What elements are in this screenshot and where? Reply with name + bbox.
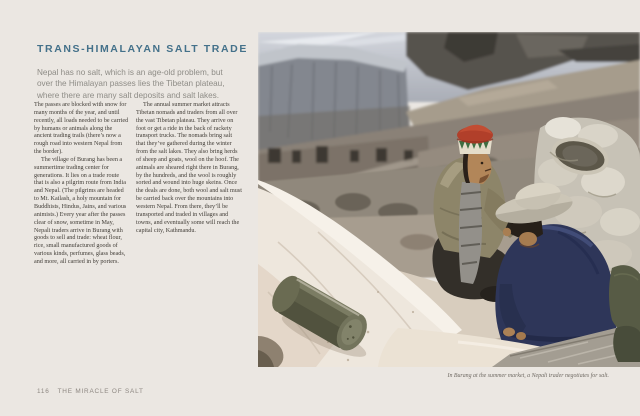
- page-number: 116: [37, 388, 50, 395]
- dark-sacks: [609, 265, 640, 362]
- photo-salt-market: [258, 32, 640, 367]
- body-paragraph: The village of Burang has been a summertime trading center for generations. It lies on a trade route that is also a pilgrim route from India and Nepal. (The pilgrims are headed to Mt. Kailash, a holy mountain for Buddhists, Hindus, Jains, and various animists.) Every year after the passes clear of snow, sometime in May, Nepali traders arrive in Burang with goods to sell and trade: wheat flour, rice, small manufactured goods of various kinds, perfumes, glass beads, and more, all carried in by porters.: [34, 156, 127, 265]
- photo-illustration: [258, 32, 640, 367]
- body-paragraph: The passes are blocked with snow for many months of the year, and until recently, all loads needed to be carried by humans or animals along the ancient trading trails (there’s now a rough road into western Nepal from the border).: [34, 102, 129, 156]
- kinnauri-cap: [457, 125, 493, 154]
- body-paragraph: The annual summer market attracts Tibetan nomads and traders from all over the vast Tibetan plateau. They arrive on foot or get a ride in the back of rackety transport trucks. The nomads bring salt that they’ve gathered during the winter from the salt lakes. They also bring herds of sheep and goats, wool on the hoof. The animals are sheared right there in Burang, by the hundreds, and the wool is roughly sorted and wound into huge skeins. Once the deals are done, both wool and salt must be carried back over the mountains into western Nepal. From there, they’ll be transported and traded in villages and towns, and eventually some will reach the capital city, Kathmandu.: [136, 102, 242, 234]
- book-title: THE MIRACLE OF SALT: [57, 388, 144, 395]
- text-column-2: [136, 102, 242, 235]
- page-title: TRANS-HIMALAYAN SALT TRADE: [37, 43, 248, 56]
- intro-paragraph: Nepal has no salt, which is an age-old problem, but over the Himalayan passes lies the Tibetan plateau, where there are many salt deposits and salt lakes.: [37, 68, 225, 100]
- text-column-1: [34, 102, 129, 267]
- running-footer: [37, 388, 144, 395]
- photo-caption: In Burang at the summer market, a Nepali trader negotiates for salt.: [447, 373, 609, 379]
